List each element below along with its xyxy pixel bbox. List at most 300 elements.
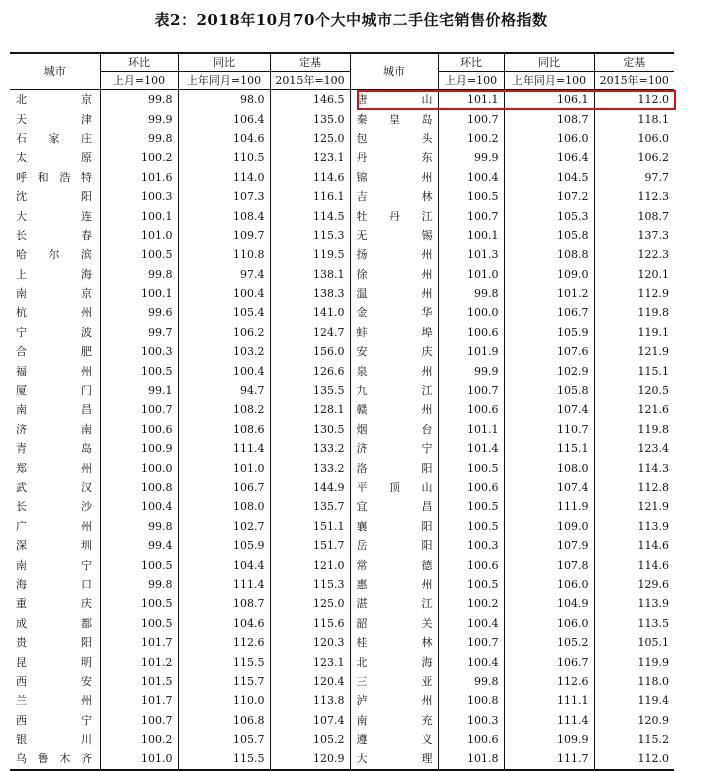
table-row [10,148,674,167]
yoy-value-left: 104.6 [178,614,270,633]
base-value-left: 135.7 [270,497,350,516]
yoy-value-right: 108.0 [504,458,594,477]
city-name-right [350,109,438,128]
table-row [10,536,674,555]
city-label: 石家庄 [16,131,92,145]
table-row [10,749,674,769]
city-label: 安庆 [356,345,433,359]
city-name-left [10,420,100,439]
mom-value-left: 101.7 [100,691,178,710]
city-label: 广州 [16,519,92,533]
city-name-left [10,555,100,574]
city-name-left [10,497,100,516]
city-name-left [10,652,100,671]
mom-value-right: 100.6 [438,478,504,497]
yoy-value-left: 94.7 [178,381,270,400]
city-name-right [350,497,438,516]
base-value-right: 114.6 [594,555,674,574]
base-value-right: 121.6 [594,400,674,419]
city-name-right [350,439,438,458]
mom-value-right: 100.4 [438,652,504,671]
base-value-left: 114.6 [270,168,350,187]
city-label: 北京 [16,93,92,107]
mom-value-left: 99.8 [100,575,178,594]
city-name-right [350,749,438,769]
yoy-value-right: 102.9 [504,361,594,380]
yoy-value-left: 112.6 [178,633,270,652]
base-value-right: 121.9 [594,497,674,516]
city-label: 泉州 [356,364,433,378]
yoy-value-right: 105.3 [504,206,594,225]
base-value-right: 114.6 [594,536,674,555]
yoy-value-left: 105.7 [178,730,270,749]
city-label: 济宁 [356,442,433,456]
col-header-yoy-left: 同比 [178,53,270,72]
subheader-base-left: 2015年=100 [270,72,350,90]
base-value-right: 115.2 [594,730,674,749]
base-value-left: 114.5 [270,206,350,225]
city-label: 北海 [356,655,433,669]
mom-value-left: 100.2 [100,730,178,749]
col-header-mom-left: 环比 [100,53,178,72]
table-row [10,420,674,439]
base-value-right: 119.4 [594,691,674,710]
yoy-value-right: 108.8 [504,245,594,264]
col-header-city-left: 城市 [10,53,100,90]
city-name-left [10,439,100,458]
table-row [10,187,674,206]
city-name-left [10,90,100,110]
mom-value-left: 101.2 [100,652,178,671]
city-label: 岳阳 [356,539,433,553]
city-name-left [10,517,100,536]
city-name-right [350,633,438,652]
mom-value-right: 100.7 [438,109,504,128]
city-name-left [10,691,100,710]
base-value-left: 125.0 [270,129,350,148]
city-name-right [350,575,438,594]
mom-value-left: 100.7 [100,400,178,419]
city-name-left [10,187,100,206]
city-name-left [10,478,100,497]
mom-value-left: 99.8 [100,90,178,110]
table-row [10,303,674,322]
city-name-left [10,594,100,613]
base-value-right: 106.0 [594,129,674,148]
mom-value-left: 100.5 [100,594,178,613]
city-name-right [350,148,438,167]
table-row [10,129,674,148]
mom-value-left: 100.5 [100,555,178,574]
table-row [10,168,674,187]
yoy-value-left: 108.6 [178,420,270,439]
col-header-base-left: 定基 [270,53,350,72]
city-name-right [350,652,438,671]
city-label: 太原 [16,151,92,165]
city-name-left [10,226,100,245]
city-label: 武汉 [16,481,92,494]
city-name-right [350,226,438,245]
yoy-value-right: 112.6 [504,672,594,691]
city-label: 唐山 [356,93,433,107]
yoy-value-right: 107.6 [504,342,594,361]
city-label: 长沙 [16,500,92,514]
yoy-value-right: 106.1 [504,90,594,110]
yoy-value-left: 111.4 [178,575,270,594]
base-value-left: 120.3 [270,633,350,652]
city-label: 常德 [356,558,433,572]
mom-value-left: 99.8 [100,129,178,148]
table-row [10,730,674,749]
city-label: 贵阳 [16,636,92,650]
mom-value-left: 100.1 [100,206,178,225]
yoy-value-left: 100.4 [178,361,270,380]
yoy-value-left: 105.9 [178,536,270,555]
city-name-left [10,109,100,128]
mom-value-left: 100.5 [100,361,178,380]
table-row [10,555,674,574]
city-label: 宁波 [16,325,92,339]
subheader-base-right: 2015年=100 [594,72,674,90]
city-label: 襄阳 [356,519,433,533]
yoy-value-right: 106.0 [504,614,594,633]
yoy-value-left: 103.2 [178,342,270,361]
table-row [10,90,674,110]
mom-value-left: 99.4 [100,536,178,555]
base-value-left: 105.2 [270,730,350,749]
base-value-right: 119.8 [594,420,674,439]
price-index-table [10,52,674,771]
yoy-value-right: 109.0 [504,265,594,284]
city-name-right [350,730,438,749]
yoy-value-left: 106.2 [178,323,270,342]
city-label: 西宁 [16,713,92,727]
city-label: 惠州 [356,577,433,591]
mom-value-right: 99.8 [438,284,504,303]
city-name-left [10,575,100,594]
base-value-right: 112.0 [594,749,674,769]
base-value-right: 108.7 [594,206,674,225]
city-label: 杭州 [16,306,92,320]
yoy-value-left: 110.5 [178,148,270,167]
base-value-left: 135.0 [270,109,350,128]
mom-value-left: 100.3 [100,187,178,206]
table-row [10,265,674,284]
city-label: 呼和浩特 [16,170,92,184]
city-label: 牡丹江 [356,209,433,223]
city-name-left [10,342,100,361]
city-label: 烟台 [356,422,433,436]
city-label: 大理 [356,752,433,766]
city-name-right [350,420,438,439]
col-header-base-right: 定基 [594,53,674,72]
table-row [10,342,674,361]
mom-value-left: 100.5 [100,245,178,264]
yoy-value-left: 115.5 [178,749,270,769]
base-value-right: 97.7 [594,168,674,187]
subheader-mom-right: 上月=100 [438,72,504,90]
city-name-right [350,206,438,225]
col-header-mom-right: 环比 [438,53,504,72]
city-label: 泸州 [356,694,433,708]
city-name-right [350,168,438,187]
yoy-value-right: 107.4 [504,400,594,419]
base-value-left: 151.1 [270,517,350,536]
mom-value-left: 100.0 [100,458,178,477]
base-value-right: 120.9 [594,711,674,730]
yoy-value-left: 114.0 [178,168,270,187]
city-name-left [10,168,100,187]
base-value-right: 105.1 [594,633,674,652]
city-name-right [350,187,438,206]
city-label: 大连 [16,209,92,223]
mom-value-left: 101.5 [100,672,178,691]
mom-value-right: 100.6 [438,555,504,574]
table-row [10,206,674,225]
yoy-value-right: 106.7 [504,652,594,671]
table-row [10,458,674,477]
city-name-right [350,691,438,710]
table-row [10,109,674,128]
city-name-right [350,323,438,342]
city-name-left [10,730,100,749]
yoy-value-left: 104.4 [178,555,270,574]
base-value-left: 123.1 [270,652,350,671]
yoy-value-left: 108.4 [178,206,270,225]
city-label: 吉林 [356,190,433,204]
mom-value-right: 100.3 [438,711,504,730]
city-name-left [10,323,100,342]
table-row [10,672,674,691]
city-name-right [350,614,438,633]
yoy-value-left: 107.3 [178,187,270,206]
mom-value-right: 100.5 [438,187,504,206]
city-name-right [350,517,438,536]
city-label: 锦州 [356,170,433,184]
base-value-right: 129.6 [594,575,674,594]
city-label: 包头 [356,131,433,145]
base-value-right: 112.0 [594,90,674,110]
yoy-value-left: 106.4 [178,109,270,128]
city-label: 天津 [16,112,92,126]
page-title: 表2：2018年10月70个大中城市二手住宅销售价格指数 [154,11,548,29]
city-name-right [350,594,438,613]
yoy-value-right: 111.9 [504,497,594,516]
mom-value-right: 101.3 [438,245,504,264]
city-label: 九江 [356,384,433,398]
mom-value-left: 99.8 [100,265,178,284]
city-name-right [350,90,438,110]
base-value-left: 156.0 [270,342,350,361]
mom-value-left: 100.3 [100,342,178,361]
city-label: 湛江 [356,597,433,611]
col-header-yoy-right: 同比 [504,53,594,72]
base-value-left: 128.1 [270,400,350,419]
table-row [10,400,674,419]
city-label: 成都 [16,616,92,630]
city-label: 金华 [356,306,433,320]
yoy-value-left: 106.7 [178,478,270,497]
city-label: 扬州 [356,248,433,262]
base-value-right: 121.9 [594,342,674,361]
city-name-right [350,129,438,148]
yoy-value-right: 106.0 [504,575,594,594]
yoy-value-left: 111.4 [178,439,270,458]
city-name-right [350,381,438,400]
yoy-value-right: 107.2 [504,187,594,206]
mom-value-left: 101.7 [100,633,178,652]
city-label: 桂林 [356,636,433,650]
mom-value-right: 100.6 [438,730,504,749]
table-row [10,594,674,613]
city-label: 洛阳 [356,461,433,475]
yoy-value-right: 107.4 [504,478,594,497]
city-label: 郑州 [16,461,92,475]
base-value-right: 112.8 [594,478,674,497]
city-label: 福州 [16,364,92,378]
base-value-right: 115.1 [594,361,674,380]
yoy-value-left: 115.5 [178,652,270,671]
base-value-right: 119.8 [594,303,674,322]
mom-value-left: 100.1 [100,284,178,303]
city-name-left [10,633,100,652]
table-row [10,497,674,516]
base-value-left: 113.8 [270,691,350,710]
city-label: 兰州 [16,694,92,708]
city-label: 乌鲁木齐 [16,752,92,766]
yoy-value-left: 108.7 [178,594,270,613]
city-label: 昆明 [16,655,92,669]
city-label: 蚌埠 [356,325,433,339]
table-row [10,361,674,380]
city-name-right [350,400,438,419]
mom-value-right: 100.4 [438,168,504,187]
city-name-left [10,400,100,419]
base-value-left: 133.2 [270,439,350,458]
yoy-value-right: 106.7 [504,303,594,322]
yoy-value-right: 111.7 [504,749,594,769]
city-label: 遵义 [356,733,433,747]
table-row [10,245,674,264]
base-value-left: 151.7 [270,536,350,555]
yoy-value-left: 108.0 [178,497,270,516]
base-value-right: 120.1 [594,265,674,284]
col-header-city-right: 城市 [350,53,438,90]
yoy-value-right: 105.2 [504,633,594,652]
table-row [10,517,674,536]
yoy-value-right: 115.1 [504,439,594,458]
base-value-right: 137.3 [594,226,674,245]
base-value-right: 119.9 [594,652,674,671]
city-label: 上海 [16,267,92,281]
city-name-right [350,303,438,322]
base-value-left: 146.5 [270,90,350,110]
yoy-value-left: 105.4 [178,303,270,322]
city-label: 秦皇岛 [356,112,433,126]
base-value-left: 119.5 [270,245,350,264]
base-value-left: 138.3 [270,284,350,303]
yoy-value-left: 98.0 [178,90,270,110]
city-label: 哈尔滨 [16,248,92,262]
base-value-left: 107.4 [270,711,350,730]
city-name-left [10,245,100,264]
city-name-right [350,361,438,380]
city-name-right [350,672,438,691]
city-name-right [350,458,438,477]
mom-value-right: 100.7 [438,381,504,400]
subheader-mom-left: 上月=100 [100,72,178,90]
yoy-value-right: 106.0 [504,129,594,148]
mom-value-right: 100.5 [438,458,504,477]
city-label: 赣州 [356,403,433,417]
base-value-right: 112.9 [594,284,674,303]
yoy-value-right: 105.8 [504,381,594,400]
city-label: 海口 [16,577,92,591]
table-row [10,711,674,730]
mom-value-left: 100.8 [100,478,178,497]
city-name-left [10,206,100,225]
mom-value-left: 101.6 [100,168,178,187]
base-value-right: 113.9 [594,594,674,613]
mom-value-right: 99.9 [438,361,504,380]
mom-value-right: 100.3 [438,536,504,555]
base-value-right: 123.4 [594,439,674,458]
table-row [10,652,674,671]
yoy-value-left: 106.8 [178,711,270,730]
yoy-value-left: 102.7 [178,517,270,536]
mom-value-right: 99.8 [438,672,504,691]
mom-value-right: 100.2 [438,129,504,148]
yoy-value-right: 109.9 [504,730,594,749]
table-row [10,478,674,497]
city-name-left [10,265,100,284]
mom-value-right: 101.1 [438,420,504,439]
mom-value-left: 99.7 [100,323,178,342]
city-label: 无锡 [356,228,433,242]
city-label: 深圳 [16,539,92,553]
city-name-left [10,303,100,322]
base-value-right: 112.3 [594,187,674,206]
mom-value-right: 100.0 [438,303,504,322]
subheader-yoy-left: 上年同月=100 [178,72,270,90]
yoy-value-right: 109.0 [504,517,594,536]
city-label: 长春 [16,228,92,242]
city-label: 沈阳 [16,190,92,204]
city-name-left [10,381,100,400]
city-name-right [350,555,438,574]
city-name-right [350,284,438,303]
table-row [10,323,674,342]
mom-value-right: 101.8 [438,749,504,769]
city-label: 南昌 [16,403,92,417]
base-value-left: 123.1 [270,148,350,167]
mom-value-right: 100.6 [438,400,504,419]
base-value-left: 133.2 [270,458,350,477]
yoy-value-right: 106.4 [504,148,594,167]
yoy-value-right: 105.8 [504,226,594,245]
table-row [10,575,674,594]
city-name-left [10,458,100,477]
city-label: 韶关 [356,616,433,630]
mom-value-left: 100.4 [100,497,178,516]
yoy-value-right: 110.7 [504,420,594,439]
city-label: 南充 [356,713,433,727]
mom-value-right: 101.1 [438,90,504,110]
city-name-right [350,265,438,284]
mom-value-left: 99.1 [100,381,178,400]
city-name-left [10,284,100,303]
table-row [10,614,674,633]
